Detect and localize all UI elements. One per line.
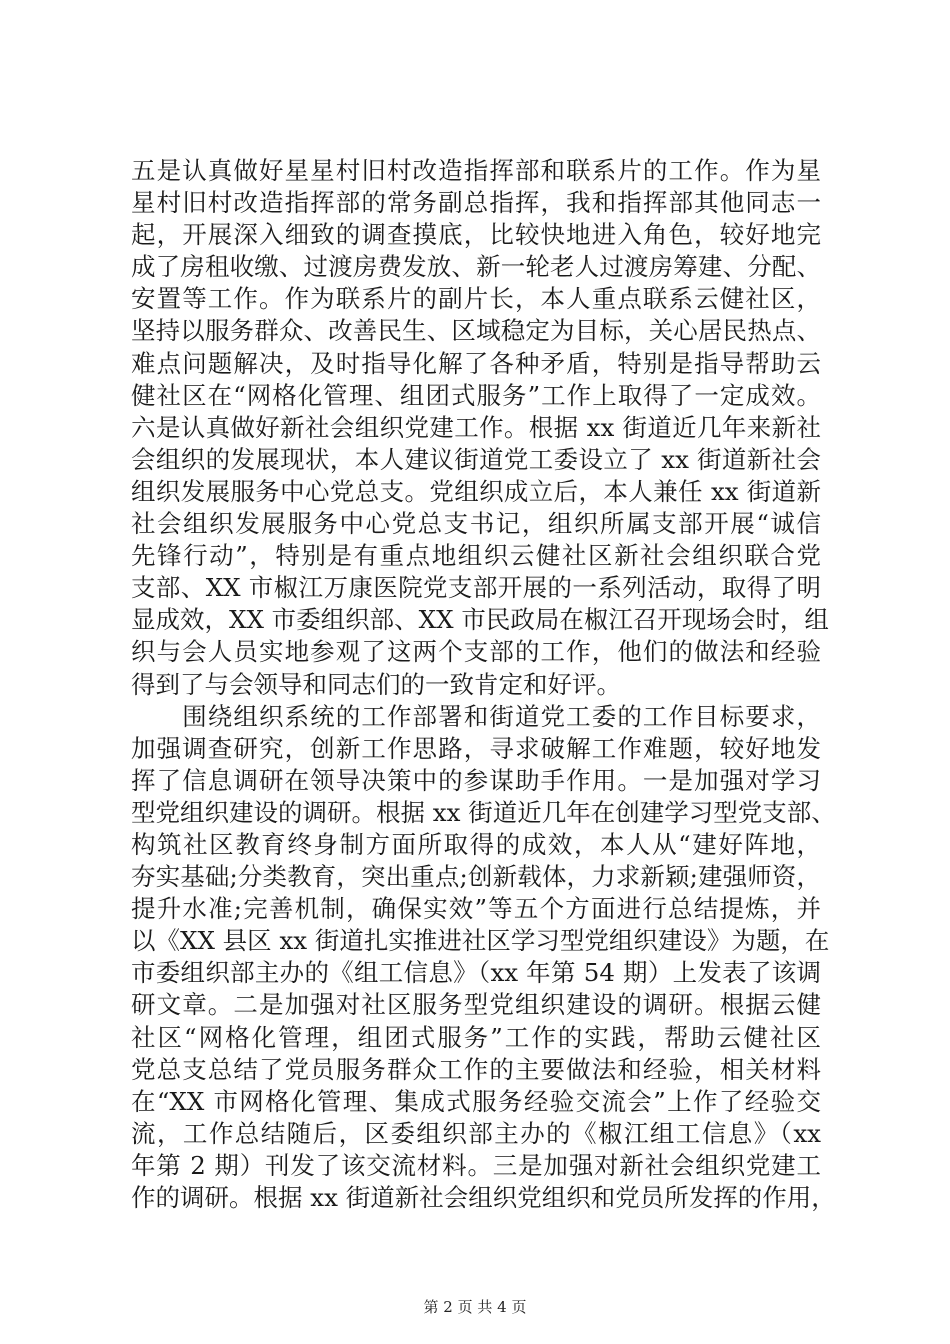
text-line: 星村旧村改造指挥部的常务副总指挥，我和指挥部其他同志一 [131, 188, 821, 218]
text-line: 会组织的发展现状，本人建议街道党工委设立了 xx 街道新社会 [131, 444, 821, 474]
text-line: 社区“网格化管理，组团式服务”工作的实践，帮助云健社区 [131, 1022, 821, 1052]
text-line-paragraph-end: 得到了与会领导和同志们的一致肯定和好评。 [131, 669, 621, 699]
text-line: 作的调研。根据 xx 街道新社会组织党组织和党员所发挥的作用， [131, 1183, 836, 1212]
text-line: 先锋行动”，特别是有重点地组织云健社区新社会组织联合党 [131, 541, 821, 571]
text-line: 党总支总结了党员服务群众工作的主要做法和经验，相关材料 [131, 1054, 821, 1084]
text-line: 显成效，XX 市委组织部、XX 市民政局在椒江召开现场会时，组 [131, 605, 829, 635]
text-line: 研文章。二是加强对社区服务型党组织建设的调研。根据云健 [131, 990, 821, 1020]
page-number-footer: 第 2 页 共 4 页 [423, 1298, 527, 1316]
text-line: 坚持以服务群众、改善民生、区域稳定为目标，关心居民热点、 [131, 316, 821, 346]
text-line: 年第 2 期）刊发了该交流材料。三是加强对新社会组织党建工 [131, 1150, 821, 1180]
text-line: 起，开展深入细致的调查摸底，比较快地进入角色，较好地完 [131, 220, 821, 250]
text-line: 流，工作总结随后，区委组织部主办的《椒江组工信息》（xx [131, 1118, 821, 1148]
text-line: 健社区在“网格化管理、组团式服务”工作上取得了一定成效。 [131, 380, 821, 410]
text-line: 支部、XX 市椒江万康医院党支部开展的一系列活动，取得了明 [131, 573, 821, 603]
text-line: 挥了信息调研在领导决策中的参谋助手作用。一是加强对学习 [131, 765, 821, 795]
text-line: 加强调查研究，创新工作思路，寻求破解工作难题，较好地发 [131, 733, 821, 763]
text-line: 在“XX 市网格化管理、集成式服务经验交流会”上作了经验交 [131, 1086, 821, 1116]
text-line: 织与会人员实地参观了这两个支部的工作，他们的做法和经验 [131, 637, 821, 667]
text-line: 市委组织部主办的《组工信息》（xx 年第 54 期）上发表了该调 [131, 958, 821, 988]
text-line: 安置等工作。作为联系片的副片长，本人重点联系云健社区， [131, 284, 821, 314]
text-line: 构筑社区教育终身制方面所取得的成效，本人从“建好阵地， [131, 829, 821, 859]
text-line: 五是认真做好星星村旧村改造指挥部和联系片的工作。作为星 [131, 156, 821, 185]
text-line: 型党组织建设的调研。根据 xx 街道近几年在创建学习型党支部、 [131, 797, 836, 827]
document-body [131, 155, 836, 1214]
text-line: 六是认真做好新社会组织党建工作。根据 xx 街道近几年来新社 [131, 412, 821, 442]
text-line-paragraph-start: 围绕组织系统的工作部署和街道党工委的工作目标要求， [131, 701, 821, 731]
text-line: 成了房租收缴、过渡房费发放、新一轮老人过渡房筹建、分配、 [131, 252, 821, 282]
text-line: 组织发展服务中心党总支。党组织成立后，本人兼任 xx 街道新 [131, 476, 821, 506]
text-line: 以《XX 县区 xx 街道扎实推进社区学习型党组织建设》为题，在 [131, 926, 830, 956]
text-line: 难点问题解决，及时指导化解了各种矛盾，特别是指导帮助云 [131, 348, 821, 378]
text-line: 提升水准;完善机制，确保实效”等五个方面进行总结提炼，并 [131, 894, 821, 924]
text-line: 社会组织发展服务中心党总支书记，组织所属支部开展“诚信 [131, 509, 821, 539]
text-line: 夯实基础;分类教育，突出重点;创新载体，力求新颖;建强师资， [131, 862, 821, 892]
